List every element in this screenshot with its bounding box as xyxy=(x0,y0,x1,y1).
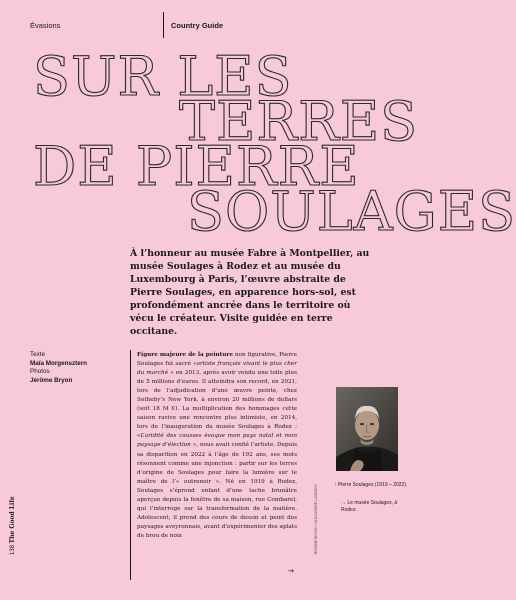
article-body xyxy=(137,351,297,541)
lead-paragraph: À l’honneur au musée Fabre à Montpellier, au musée Soulages à Rodez et au musée du Luxembourg à Paris, l’œuvre abstraite de Pierre Soulages, en apparence hors-sol, est profondément ancrée dans le territoire où vécu le créateur. Visite guidée en terre occitane. xyxy=(130,248,370,337)
text-credit-author: Maïa Morgensztern xyxy=(30,359,88,367)
header-divider xyxy=(163,12,164,38)
rubric-label: Country Guide xyxy=(171,21,224,30)
magazine-name: The Good Life xyxy=(9,496,16,544)
body-quote-1: artiste français vivant le plus cher du marché xyxy=(137,361,297,377)
body-text-2: » en 2013, après avoir vendu une toile plus de 5 millions d’euros. Il atteindra son record, en 2021, lors de l’adjudication d’une œuvre peinte, chez Sotheby’s New York, à environ 20 millions de dollars (soit 18 M €). La multiplication des hommages cette saison ravive une rencontre plus intimiste, en 2014, lors de l’inauguration du musée Soulages à Rodez : « xyxy=(137,370,297,440)
body-text-1: non figurative, Pierre Soulages fut sacré « xyxy=(137,352,298,368)
continue-arrow-icon: → xyxy=(288,567,294,575)
photo-caption-secondary: → Le musée Soulages, à Rodez. xyxy=(341,500,398,513)
column-rule xyxy=(130,350,131,580)
title-line-4: SOULAGES xyxy=(187,180,516,243)
body-quote-2: L’aridité des causses évoque mon pays natal et mon paysage d’élection xyxy=(137,433,297,449)
portrait-photo xyxy=(336,387,398,471)
portrait-illustration xyxy=(336,387,398,471)
page-number: 138 xyxy=(10,544,16,555)
photo-caption: ↑ Pierre Soulages (1919 – 2022). xyxy=(334,482,408,488)
text-credit-label: Texte xyxy=(30,351,46,358)
title-line-3: DE PIERRE xyxy=(33,135,360,198)
credits-block xyxy=(30,351,115,385)
photo-credit-label: Photos xyxy=(30,368,50,375)
body-text-3: », nous avait confié l’artiste. Depuis sa disparition en 2022 à l’âge de 102 ans, ses mots résonnent comme une injonction : partir sur les terres d’origine de Soulages pour faire la lumière sur le maître de l’« outrenoir ». Né en 1919 à Rodez, Soulages s’éprend enfant d’une tache brunâtre aperçue depuis la fenêtre de sa maison, rue Combarel, qui l’interroge sur la transformation de la matière. Adolescent, il prend des cours de dessin et peint des paysages aveyronnais, avant d’expérimenter des aplats de brou de noix xyxy=(137,442,297,539)
title-line-2: TERRES xyxy=(179,90,419,153)
folio xyxy=(9,496,16,555)
photo-credit-vertical: JEROME BRYON / ALEXANDRE LAURENT xyxy=(314,483,318,555)
title-line-1: SUR LES xyxy=(33,45,293,108)
body-lead-in: Figure majeure de la peinture xyxy=(137,352,234,358)
section-label: Évasions xyxy=(30,21,61,30)
photo-credit-author: Jérôme Bryon xyxy=(30,376,73,384)
